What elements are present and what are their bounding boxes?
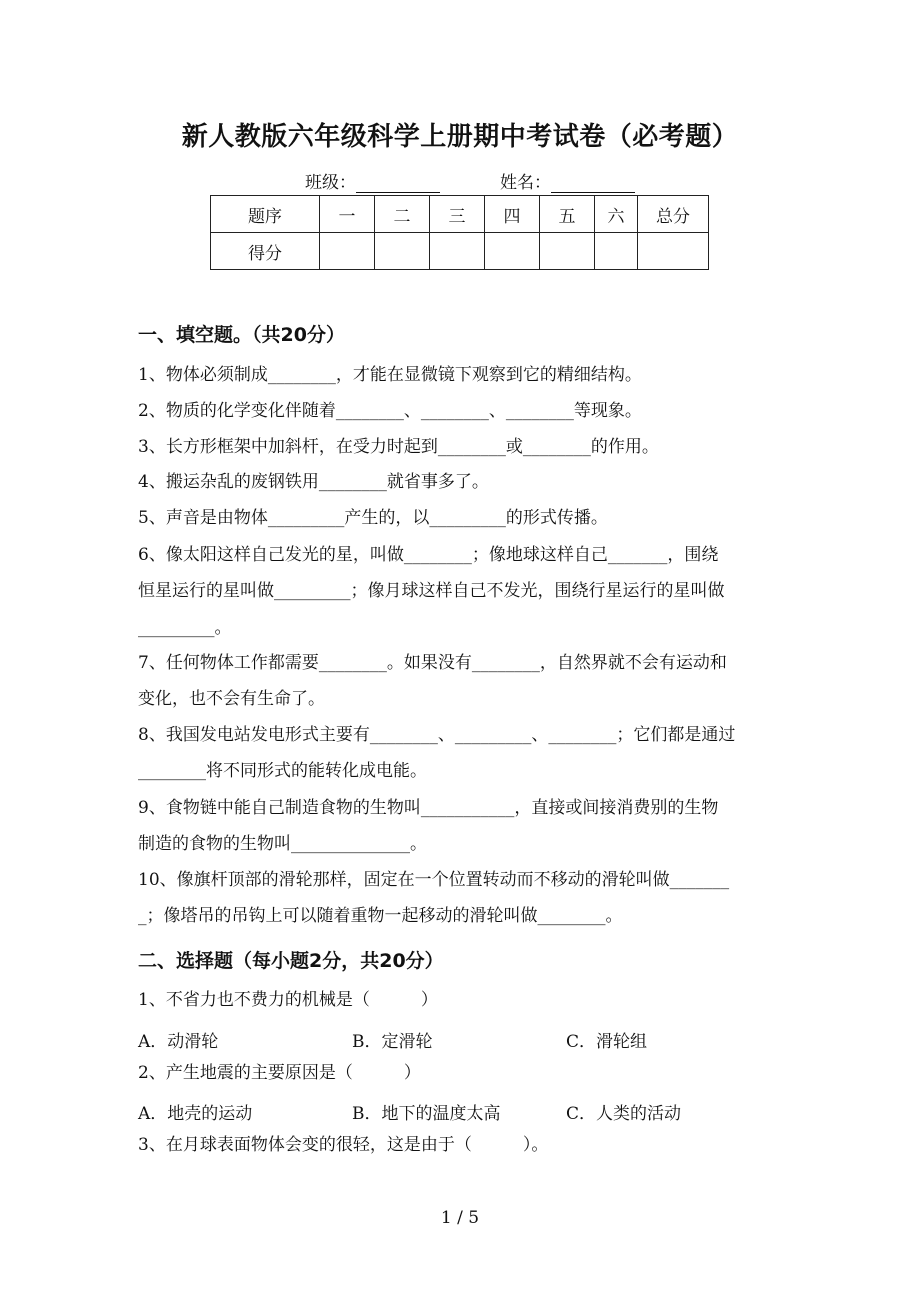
choice-option-b[interactable]: B．地下的温度太高 [352, 1104, 501, 1124]
score-header-cell: 四 [485, 196, 540, 233]
fill-question-cont: _________。 [138, 618, 232, 638]
choice-option-c[interactable]: C．人类的活动 [566, 1104, 682, 1124]
fill-question-cont: _；像塔吊的吊钩上可以随着重物一起移动的滑轮叫做________。 [138, 906, 623, 926]
score-header-cell: 题序 [211, 196, 320, 233]
score-table [210, 195, 709, 270]
section1-heading: 一、填空题。（共20分） [138, 324, 345, 346]
score-cell[interactable] [375, 233, 430, 270]
name-field [500, 168, 635, 193]
score-cell[interactable] [540, 233, 595, 270]
score-cell[interactable] [595, 233, 638, 270]
score-header-cell: 二 [375, 196, 430, 233]
fill-question: 1、物体必须制成________，才能在显微镜下观察到它的精细结构。 [138, 365, 642, 385]
choice-option-b[interactable]: B．定滑轮 [352, 1032, 433, 1052]
fill-question: 2、物质的化学变化伴随着________、________、________等现象。 [138, 401, 642, 421]
class-field [305, 168, 440, 193]
fill-question: 3、长方形框架中加斜杆，在受力时起到________或________的作用。 [138, 437, 659, 457]
score-cell[interactable] [638, 233, 709, 270]
choice-option-a[interactable]: A．动滑轮 [138, 1032, 219, 1052]
choice-option-c[interactable]: C．滑轮组 [566, 1032, 648, 1052]
fill-question: 5、声音是由物体_________产生的，以_________的形式传播。 [138, 508, 608, 528]
page-title: 新人教版六年级科学上册期中考试卷（必考题） [181, 122, 739, 152]
choice-option-a[interactable]: A．地壳的运动 [138, 1104, 253, 1124]
choice-question: 1、不省力也不费力的机械是（ ） [138, 990, 438, 1010]
fill-question: 6、像太阳这样自己发光的星，叫做________；像地球这样自己_______，围绕 [138, 545, 719, 565]
score-header-cell: 三 [430, 196, 485, 233]
fill-question-cont: 恒星运行的星叫做_________；像月球这样自己不发光，围绕行星运行的星叫做 [138, 581, 725, 601]
choice-question: 2、产生地震的主要原因是（ ） [138, 1063, 421, 1083]
score-header-cell: 一 [320, 196, 375, 233]
score-cell[interactable] [485, 233, 540, 270]
name-blank[interactable] [551, 174, 635, 193]
page-number: 1 / 5 [440, 1208, 480, 1228]
class-blank[interactable] [356, 174, 440, 193]
choice-question: 3、在月球表面物体会变的很轻，这是由于（ ）。 [138, 1135, 549, 1155]
score-table-score-row [211, 233, 709, 270]
fill-question-cont: ________将不同形式的能转化成电能。 [138, 761, 427, 781]
score-header-cell: 总分 [638, 196, 709, 233]
score-cell[interactable] [430, 233, 485, 270]
fill-question: 8、我国发电站发电形式主要有________、_________、________；它们都是通过 [138, 725, 736, 745]
fill-question: 10、像旗杆顶部的滑轮那样，固定在一个位置转动而不移动的滑轮叫做_______ [138, 870, 730, 890]
fill-question-cont: 制造的食物的生物叫______________。 [138, 834, 427, 854]
fill-question: 4、搬运杂乱的废钢铁用________就省事多了。 [138, 472, 489, 492]
score-header-cell: 五 [540, 196, 595, 233]
section2-heading: 二、选择题（每小题2分，共20分） [138, 950, 444, 972]
score-header-cell: 六 [595, 196, 638, 233]
class-label: 班级： [305, 173, 356, 193]
fill-question: 9、食物链中能自己制造食物的生物叫___________，直接或间接消费别的生物 [138, 798, 719, 818]
score-table-header-row [211, 196, 709, 233]
name-label: 姓名： [500, 173, 551, 193]
score-row-label: 得分 [211, 233, 320, 270]
fill-question-cont: 变化，也不会有生命了。 [138, 689, 325, 709]
score-cell[interactable] [320, 233, 375, 270]
fill-question: 7、任何物体工作都需要________。如果没有________，自然界就不会有运动和 [138, 653, 727, 673]
